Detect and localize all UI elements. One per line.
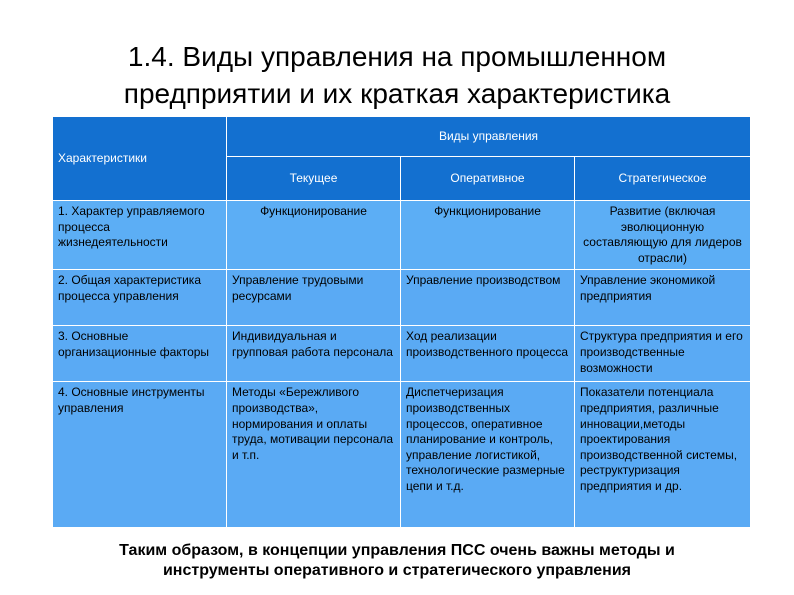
conclusion-text: [0, 541, 794, 581]
conclusion-line-1: Таким образом, в концепции управления ПСС очень важны методы и: [119, 542, 675, 559]
slide-title-line-2: предприятии и их краткая характеристика: [123, 78, 671, 109]
table-cell: Управление экономикой предприятия: [575, 270, 751, 326]
row-header: 4. Основные инструменты управления: [53, 382, 227, 528]
group-header: Виды управления: [227, 117, 751, 157]
management-types-table: [52, 116, 751, 528]
column-header-operational: Оперативное: [401, 157, 575, 201]
row-header: 3. Основные организационные факторы: [53, 326, 227, 382]
column-header-strategic: Стратегическое: [575, 157, 751, 201]
slide-title: [0, 38, 794, 112]
slide-title-line-1: 1.4. Виды управления на промышленном: [127, 41, 667, 72]
column-header-current: Текущее: [227, 157, 401, 201]
table-cell: Развитие (включая эволюционную составляющую для лидеров отрасли): [575, 201, 751, 270]
table-corner-header: Характеристики: [53, 117, 227, 201]
table-row: [53, 326, 751, 382]
table-cell: Структура предприятия и его производственные возможности: [575, 326, 751, 382]
table-cell: Показатели потенциала предприятия, различные инновации,методы проектирования производственной системы, реструктуризация предприятия и др.: [575, 382, 751, 528]
table-cell: Управление производством: [401, 270, 575, 326]
table-cell: Методы «Бережливого производства», нормирования и оплаты труда, мотивации персонала и т.п.: [227, 382, 401, 528]
row-header: 2. Общая характеристика процесса управления: [53, 270, 227, 326]
table-cell: Функционирование: [401, 201, 575, 270]
table-row: [53, 382, 751, 528]
table-row: [53, 270, 751, 326]
table-cell: Индивидуальная и групповая работа персонала: [227, 326, 401, 382]
table-cell: Ход реализации производственного процесса: [401, 326, 575, 382]
table-cell: Диспетчеризация производственных процессов, оперативное планирование и контроль, управление логистикой, технологические размерные цепи и т.д.: [401, 382, 575, 528]
table-row: [53, 201, 751, 270]
conclusion-line-2: инструменты оперативного и стратегического управления: [162, 562, 632, 579]
row-header: 1. Характер управляемого процесса жизнедеятельности: [53, 201, 227, 270]
table-cell: Функционирование: [227, 201, 401, 270]
table-cell: Управление трудовыми ресурсами: [227, 270, 401, 326]
